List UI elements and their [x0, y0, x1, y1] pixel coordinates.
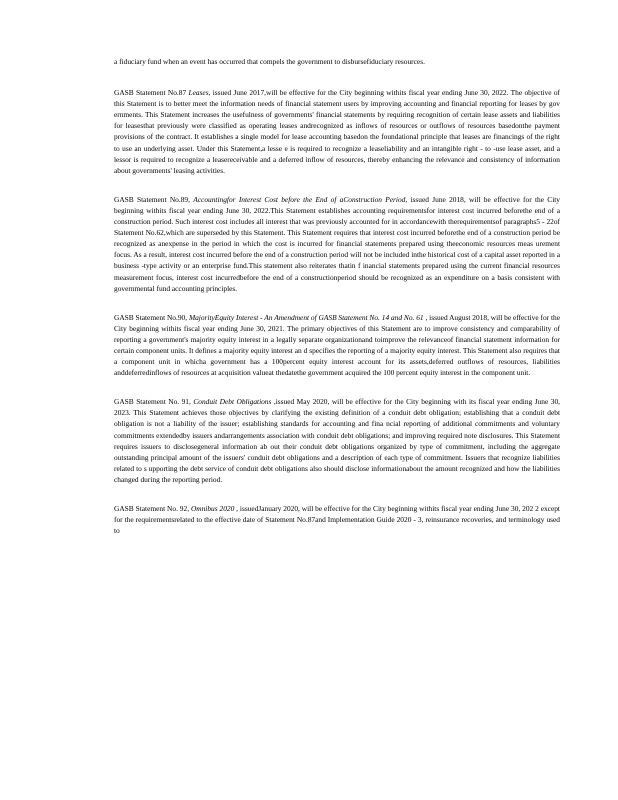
- paragraph-gasb-87-leases: [114, 87, 560, 176]
- statement-reference: GASB Statement No. 91,: [114, 397, 194, 407]
- statement-title: MajorityEquity Interest - An Amendment of GASB Statement No. 14 and No. 61: [188, 312, 424, 322]
- statement-title: Omnibus 2020: [190, 504, 235, 513]
- statement-title: Conduit Debt Obligations: [193, 397, 272, 407]
- paragraph-text: issued June 2018, will be effective for the City beginning withits fiscal year ending June 30, 2022.This Statement establishes accounting requirementsfor interest cost incurred beforethe end of a construction period. Such interest cost includes all interest that was previously accounted for in accordancewith therequirementsof paragraphs5 - 22of Statement No.62,which are superseded by this Statement. This Statement requires that interest cost incurred beforethe end of a construction period be recognized as anexpense in the period in which the cost is incurred for financial statements prepared using theeconomic resources meas urement focus. As a result, interest cost incurred before the end of a construction period will not be included inthe historical cost of a capital asset reported in a business -type activity or an enterprise fund.This statement also reiterates thatin f inancial statements prepared using the current financial resources measurement focus, interest cost incurredbefore the end of a constructionperiod should be recognized as an expenditure on a basis consistent with governmental fund accounting principles.: [114, 194, 560, 293]
- paragraph-gasb-90-majority-equity: [114, 312, 560, 379]
- statement-reference: GASB Statement No.87: [114, 88, 189, 98]
- document-page: [114, 56, 560, 554]
- statement-title: Accountingfor Interest Cost before the End of aConstruction Period,: [193, 194, 408, 204]
- statement-reference: GASB Statement No.89,: [114, 194, 194, 204]
- statement-reference: GASB Statement No.90,: [114, 312, 189, 322]
- paragraph-gasb-92-omnibus: [114, 503, 560, 536]
- paragraph-gasb-91-conduit-debt: [114, 396, 560, 485]
- paragraph-text: issued June 2017,will be effective for the City beginning withits fiscal year ending June 30, 2022. The objective of this Statement is to better meet the information needs of financial statement users by improving accounting and financial reporting for leases by gov ernments. This Statement increases the usefulness of governments' financial statements by requiring recognition of certain lease assets and liabilities for leasesthat previously were classified as operating leases andrecognized as inflows of resources or outflows of resources basedonthe payment provisions of the contract. It establishes a single model for lease accounting basedon the foundational principle that leases are financings of the right to use an underlying asset. Under this Statement,a lesse e is required to recognize a leaseliability and an intangible right - to -use lease asset, and a lessor is required to recognize a leasereceivable and a deferred inflow of resources, thereby enhancing the relevance and consistency of information about governments' leasing activities.: [114, 88, 560, 175]
- paragraph-fiduciary-fund: [114, 56, 560, 67]
- paragraph-text: , issued August 2018, will be effective for the City beginning withits fiscal year ending June 30, 2021. The primary objectives of this Statement are to improve consistency and comparability of reporting a government's majority equity interest in a legally separate organizationand toimprove the relevanceof financial statement information for certain component units. It defines a majority equity interest an d specifies the reporting of a majority equity interest. This Statement also requires that a component unit in whicha government has a 100percent equity interest account for its assets,deferred outflows of resources, liabilities anddeferredinflows of resources at acquisition valueat thedatethe government acquired the 100 percent equity interest in the component unit.: [114, 312, 560, 378]
- statement-title: Leases,: [188, 88, 211, 98]
- paragraph-text: a fiduciary fund when an event has occurred that compels the government to disbursefiduciary resources.: [114, 57, 425, 66]
- paragraph-gasb-89-interest-cost: [114, 194, 560, 294]
- paragraph-text: ,issued May 2020, will be effective for the City beginning with its fiscal year ending June 30, 2023. This Statement achieves those objectives by clarifying the existing definition of a conduit debt obligation; establishing that a conduit debt obligation is not a liability of the issuer; establishing standards for accounting and fina ncial reporting of additional commitments and voluntary commitments extendedby issuers andarrangements association with conduit debt obligations; and improving required note disclosures. This Statement requires issuers to disclosegeneral information ab out their conduit debt obligations organized by type of commitment, including the aggregate outstanding principal amount of the issuers' conduit debt obligations and a description of each type of commitment. Issuers that recognize liabilities related to s upporting the debt service of conduit debt obligations also should disclose informationabout the amount recognized and how the liabilities changed during the reporting period.: [114, 397, 560, 484]
- paragraph-text: , issuedJanuary 2020, will be effective for the City beginning withits fiscal year ending June 30, 202 2 except for the requirementsrelated to the effective date of Statement No.87and Implementation Guide 2020 - 3, reinsurance recoveries, and terminology used to: [114, 504, 560, 536]
- statement-reference: GASB Statement No. 92,: [114, 504, 191, 513]
